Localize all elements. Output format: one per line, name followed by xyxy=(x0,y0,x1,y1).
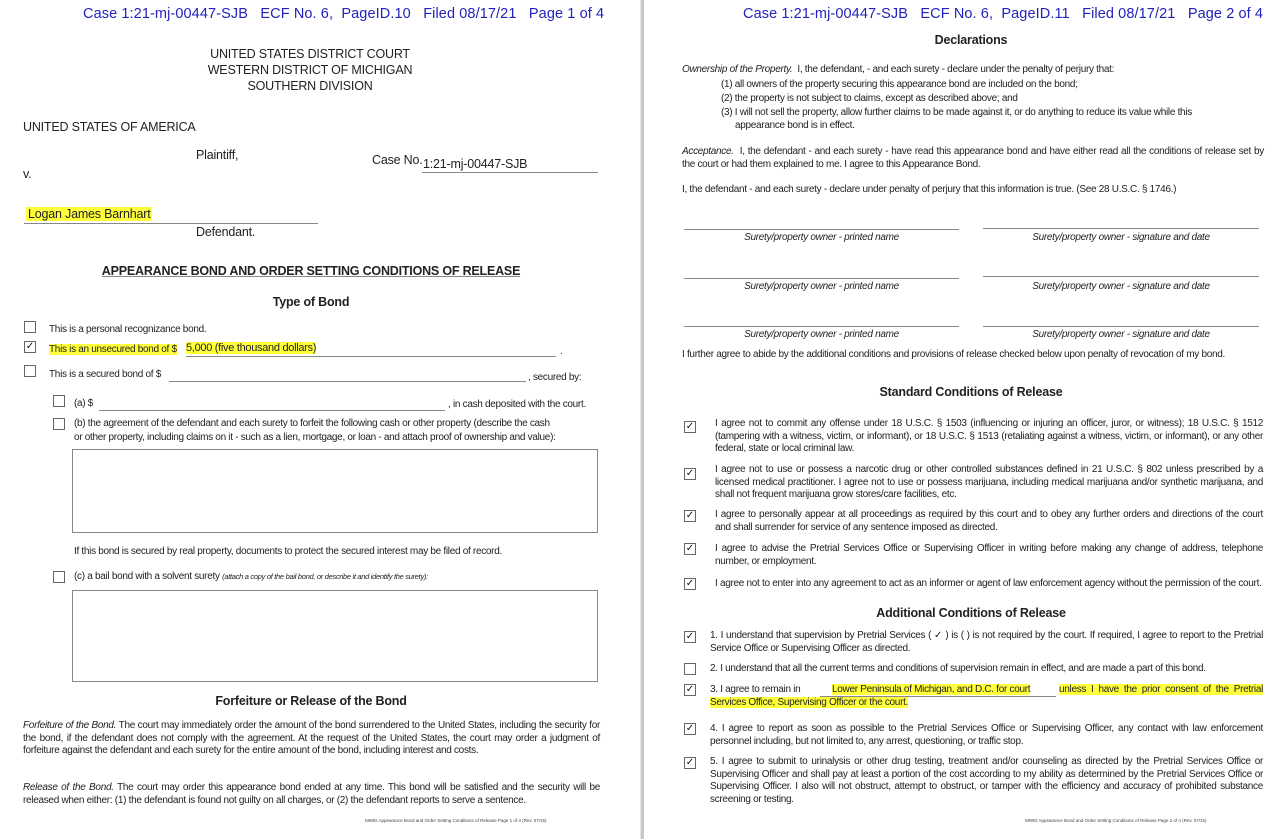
court-line-2: WESTERN DISTRICT OF MICHIGAN xyxy=(207,63,413,77)
ownership-item-2: (2) the property is not subject to claims, except as described above; and xyxy=(721,93,1018,104)
option-c-note: (attach a copy of the bail bond, or describe it and identify the surety): xyxy=(222,572,428,581)
standard-condition-checkbox-2[interactable] xyxy=(684,468,696,480)
checkmark-icon: ✓ xyxy=(685,421,695,432)
header-filed: Filed 08/17/21 xyxy=(1082,6,1176,22)
ecf-header xyxy=(743,6,1263,22)
unsecured-bond-label: This is an unsecured bond of $ xyxy=(49,344,177,355)
standard-condition-2: I agree not to use or possess a narcotic drug or other controlled substances defined in 21 U.S.C. § 802 unless prescribed by a licensed medical practitioner. I agree not to use or possess marijuana, including medical marijuana and/or synthetic marijuana, and shall not frequent marijuana grow stores/care facilities, etc. xyxy=(715,464,1263,500)
additional-condition-3-text-b xyxy=(710,684,1263,709)
header-case: Case 1:21-mj-00447-SJB xyxy=(743,6,908,22)
option-c-text: (c) a bail bond with a solvent surety xyxy=(74,571,220,582)
option-b-line-2: or other property, including claims on it - such as a lien, mortgage, or loan - and attach proof of ownership and value): xyxy=(74,432,556,443)
forfeiture-text: The court may immediately order the amount of the bond surrendered to the United States, including the security for the bond, if the defendant does not comply with the agreement. At the request of the United States, the court may order a judgment of forfeiture against the defendant and each surety for the entire amount of the bond, including interest and costs. xyxy=(23,720,600,756)
page-2-footer: MIWD Appearance Bond and Order Setting Conditions of Release Page 2 of 4 (Rev. 07/15) xyxy=(1025,818,1207,823)
declarations-heading: Declarations xyxy=(934,33,1008,47)
acceptance-title: Acceptance. xyxy=(682,146,734,157)
printed-name-label-3: Surety/property owner - printed name xyxy=(744,329,899,340)
court-header xyxy=(160,46,460,94)
unsecured-bond-amount-field[interactable]: 5,000 (five thousand dollars) xyxy=(186,342,317,354)
acceptance-text: I, the defendant - and each surety - have read this appearance bond and have either read all the conditions of release set by the court or had them explained to me. I agree to this Appearance Bond. xyxy=(682,146,1264,170)
personal-recognizance-label: This is a personal recognizance bond. xyxy=(49,324,207,335)
standard-conditions-heading: Standard Conditions of Release xyxy=(879,385,1063,399)
checkmark-icon: ✓ xyxy=(685,510,695,521)
release-title: Release of the Bond. xyxy=(23,782,114,793)
header-page: Page 1 of 4 xyxy=(528,6,605,22)
additional-condition-checkbox-1[interactable] xyxy=(684,631,696,643)
standard-condition-1: I agree not to commit any offense under 18 U.S.C. § 1503 (influencing or injuring an officer, juror, or witness); 18 U.S.C. § 1512 (tampering with a witness, victim, or informant), or 18 U.S.C. § 1513 (retaliating against a witness, victim, or informant), or any other federal, state or local criminal law. xyxy=(715,418,1263,454)
perjury-declaration: I, the defendant - and each surety - declare under penalty of perjury that this information is true. (See 28 U.S.C. § 1746.) xyxy=(682,184,1177,195)
forfeiture-paragraph xyxy=(23,720,600,758)
option-a-checkbox[interactable] xyxy=(53,395,65,407)
case-no-field[interactable]: 1:21-mj-00447-SJB xyxy=(423,157,528,171)
release-paragraph xyxy=(23,782,600,807)
standard-condition-checkbox-4[interactable] xyxy=(684,543,696,555)
unsecured-bond-checkbox[interactable] xyxy=(24,341,36,353)
case-no-underline xyxy=(422,172,598,173)
additional-condition-1 xyxy=(710,630,1263,655)
standard-condition-checkbox-1[interactable] xyxy=(684,421,696,433)
document-title: APPEARANCE BOND AND ORDER SETTING CONDITIONS OF RELEASE xyxy=(101,264,521,278)
additional-condition-checkbox-2[interactable] xyxy=(684,663,696,675)
printed-name-field-2[interactable] xyxy=(684,278,959,279)
option-c-checkbox[interactable] xyxy=(53,571,65,583)
release-text: The court may order this appearance bond ended at any time. This bond will be satisfied and the security will be released when either: (1) the defendant is found not guilty on all charges, or (2) the defendant reports to serve a sentence. xyxy=(23,782,600,806)
additional-conditions-heading: Additional Conditions of Release xyxy=(876,606,1066,620)
court-line-1: UNITED STATES DISTRICT COURT xyxy=(210,47,410,61)
additional-condition-5: 5. I agree to submit to urinalysis or other drug testing, treatment and/or counseling as directed by the Pretrial Services Office or Supervising Officer and shall pay at least a portion of the cost according to my ability as determined by the Pretrial Services Office or Supervising Officer. I also will not obstruct, attempt to obstruct, or tamper with the efficiency and accuracy of prohibited substance screening or testing. xyxy=(710,756,1263,805)
header-ecf: ECF No. 6, xyxy=(260,6,334,22)
checkmark-icon: ✓ xyxy=(685,757,695,768)
standard-condition-3: I agree to personally appear at all proceedings as required by this court and to obey any further orders and directions of the court and shall surrender for service of any sentence imposed as directed. xyxy=(715,509,1263,533)
printed-name-label-2: Surety/property owner - printed name xyxy=(744,281,899,292)
additional-condition-4: 4. I agree to report as soon as possible to the Pretrial Services Office or Supervising Officer, any contact with law enforcement personnel including, but not limited to, any arrest, questioning, or traffic stop. xyxy=(710,723,1263,747)
checkmark-icon: ✓ xyxy=(25,341,35,352)
plaintiff-label: Plaintiff, xyxy=(196,148,239,162)
supervision-required-mark[interactable]: ✓ xyxy=(934,630,943,641)
secured-bond-checkbox[interactable] xyxy=(24,365,36,377)
header-pageid: PageID.10 xyxy=(341,6,411,22)
signature-field-1[interactable] xyxy=(983,228,1259,229)
header-ecf: ECF No. 6, xyxy=(920,6,994,22)
additional-condition-checkbox-5[interactable] xyxy=(684,757,696,769)
option-a-amount-field[interactable] xyxy=(99,410,445,411)
forfeiture-title: Forfeiture of the Bond. xyxy=(23,720,117,731)
plaintiff-name: UNITED STATES OF AMERICA xyxy=(23,120,196,134)
ecf-header xyxy=(83,6,604,22)
document-page-2 xyxy=(644,0,1280,839)
option-b-checkbox[interactable] xyxy=(53,418,65,430)
page-1-footer: MIWD Appearance Bond and Order Setting Conditions of Release Page 1 of 4 (Rev. 07/15) xyxy=(365,818,547,823)
printed-name-label-1: Surety/property owner - printed name xyxy=(744,232,899,243)
ownership-text: I, the defendant, - and each surety - declare under the penalty of perjury that: xyxy=(797,64,1115,75)
acceptance-paragraph xyxy=(682,146,1264,171)
checkmark-icon: ✓ xyxy=(685,578,695,589)
ownership-title: Ownership of the Property. xyxy=(682,64,793,75)
additional-condition-1-text-a: 1. I understand that supervision by Pretrial Services ( xyxy=(710,630,932,641)
checkmark-icon: ✓ xyxy=(685,543,695,554)
header-pageid: PageID.11 xyxy=(1001,6,1070,22)
checkmark-icon: ✓ xyxy=(685,468,695,479)
secured-amount-field[interactable] xyxy=(169,381,526,382)
additional-condition-3-consent: unless I have the prior consent of the Pretrial Services Office, Supervising Officer or the court. xyxy=(710,684,1263,708)
secured-suffix: , secured by: xyxy=(528,372,582,383)
type-of-bond-heading: Type of Bond xyxy=(272,295,350,309)
standard-condition-4: I agree to advise the Pretrial Services Office or Supervising Officer in writing before making any change of address, telephone number, or employment. xyxy=(715,543,1263,567)
option-a-suffix: , in cash deposited with the court. xyxy=(448,399,586,410)
additional-condition-2: 2. I understand that all the current terms and conditions of supervision remain in effect, and are made a part of this bond. xyxy=(710,663,1206,674)
option-b-description-textarea[interactable] xyxy=(72,449,598,533)
additional-condition-1-text-b: ) is ( ) is not required by the court. If required, I agree to report to the Pretrial Service Office or Supervising Officer as directed. xyxy=(710,630,1263,654)
defendant-label: Defendant. xyxy=(196,225,256,239)
signature-label-1: Surety/property owner - signature and date xyxy=(1032,232,1210,243)
defendant-name-field[interactable]: Logan James Barnhart xyxy=(28,207,151,221)
standard-condition-checkbox-5[interactable] xyxy=(684,578,696,590)
ownership-paragraph xyxy=(682,64,1114,75)
header-case: Case 1:21-mj-00447-SJB xyxy=(83,6,248,22)
option-c-label xyxy=(74,571,428,582)
header-filed: Filed 08/17/21 xyxy=(423,6,517,22)
additional-condition-3-text-a: 3. I agree to remain in xyxy=(710,684,801,695)
remain-location-field[interactable]: Lower Peninsula of Michigan, and D.C. for court xyxy=(832,684,1031,695)
ownership-item-3-cont: appearance bond is in effect. xyxy=(735,120,855,131)
ownership-item-3: (3) I will not sell the property, allow further claims to be made against it, or do anything to reduce its value while this xyxy=(721,107,1192,118)
standard-condition-5: I agree not to enter into any agreement to act as an informer or agent of law enforcement agency without the permission of the court. xyxy=(715,578,1262,589)
checkmark-icon: ✓ xyxy=(685,684,695,695)
checkmark-icon: ✓ xyxy=(685,631,695,642)
standard-condition-checkbox-3[interactable] xyxy=(684,510,696,522)
option-b-line-1: (b) the agreement of the defendant and each surety to forfeit the following cash or other property (describe the cash xyxy=(74,418,550,429)
checkmark-icon: ✓ xyxy=(685,723,695,734)
versus-label: v. xyxy=(23,167,32,181)
unsecured-suffix: . xyxy=(560,346,563,357)
forfeiture-heading: Forfeiture or Release of the Bond xyxy=(215,694,407,708)
unsecured-amount-underline xyxy=(186,356,556,357)
case-no-label: Case No. xyxy=(372,153,423,167)
signature-field-2[interactable] xyxy=(983,276,1259,277)
further-agree-paragraph: I further agree to abide by the additional conditions and provisions of release checked below upon penalty of revocation of my bond. xyxy=(682,349,1225,360)
signature-label-3: Surety/property owner - signature and date xyxy=(1032,329,1210,340)
court-line-3: SOUTHERN DIVISION xyxy=(247,79,373,93)
signature-label-2: Surety/property owner - signature and date xyxy=(1032,281,1210,292)
option-a-label: (a) $ xyxy=(74,398,94,409)
option-c-description-textarea[interactable] xyxy=(72,590,598,682)
personal-recognizance-checkbox[interactable] xyxy=(24,321,36,333)
ownership-item-1: (1) all owners of the property securing this appearance bond are included on the bond; xyxy=(721,79,1078,90)
additional-condition-checkbox-4[interactable] xyxy=(684,723,696,735)
secured-bond-label: This is a secured bond of $ xyxy=(49,369,161,380)
additional-condition-checkbox-3[interactable] xyxy=(684,684,696,696)
signature-field-3[interactable] xyxy=(983,326,1259,327)
header-page: Page 2 of 4 xyxy=(1187,6,1264,22)
defendant-underline xyxy=(24,223,318,224)
real-property-note: If this bond is secured by real property, documents to protect the secured interest may be filed of record. xyxy=(74,546,502,557)
printed-name-field-3[interactable] xyxy=(684,326,959,327)
printed-name-field-1[interactable] xyxy=(684,229,959,230)
